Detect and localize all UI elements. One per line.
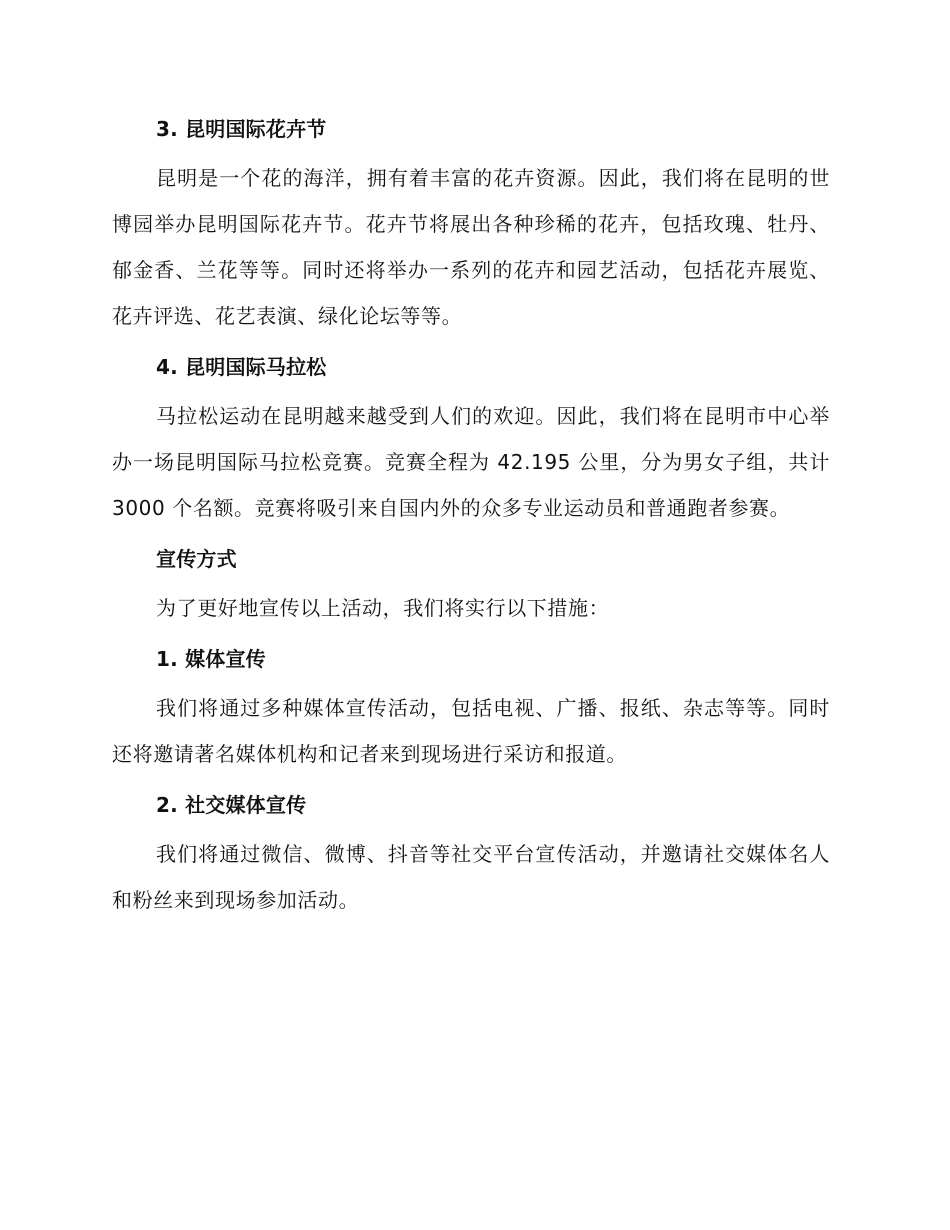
section-paragraph-flower-festival: 昆明是一个花的海洋，拥有着丰富的花卉资源。因此，我们将在昆明的世博园举办昆明国际花卉节。花卉节将展出各种珍稀的花卉，包括玫瑰、牡丹、郁金香、兰花等等。同时还将举办一系列的花卉和园艺活动，包括花卉展览、花卉评选、花艺表演、绿化论坛等等。 — [112, 166, 830, 328]
section-paragraph-social-media: 我们将通过微信、微博、抖音等社交平台宣传活动，并邀请社交媒体名人和粉丝来到现场参加活动。 — [112, 842, 830, 912]
section-heading-social-media: 2. 社交媒体宣传 — [156, 793, 307, 817]
section-paragraph-marathon: 马拉松运动在昆明越来越受到人们的欢迎。因此，我们将在昆明市中心举办一场昆明国际马拉松竞赛。竞赛全程为 42.195 公里，分为男女子组，共计 3000 个名额。竞赛将吸引来自国内外的众多专业运动员和普通跑者参赛。 — [112, 404, 830, 520]
section-heading-media: 1. 媒体宣传 — [156, 647, 266, 671]
section-heading-promotion: 宣传方式 — [156, 547, 237, 571]
section-paragraph-media: 我们将通过多种媒体宣传活动，包括电视、广播、报纸、杂志等等。同时还将邀请著名媒体机构和记者来到现场进行采访和报道。 — [112, 696, 830, 766]
section-paragraph-promotion: 为了更好地宣传以上活动，我们将实行以下措施： — [156, 596, 610, 620]
document-content — [112, 113, 830, 923]
section-heading-marathon: 4. 昆明国际马拉松 — [156, 355, 327, 379]
section-heading-flower-festival: 3. 昆明国际花卉节 — [156, 117, 327, 141]
